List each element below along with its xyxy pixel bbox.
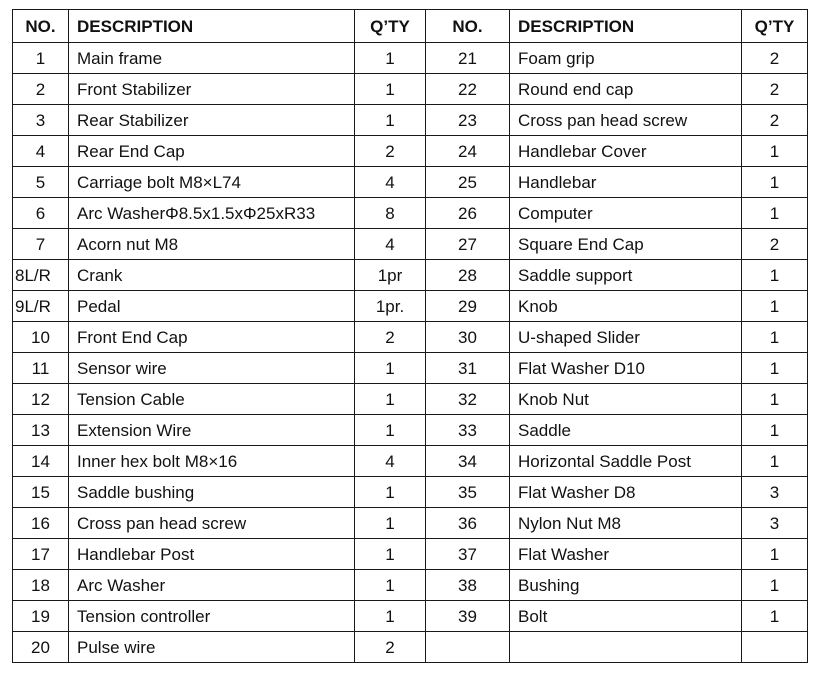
part-description-cell: Flat Washer D10 — [510, 353, 742, 384]
part-qty-cell: 1 — [355, 477, 426, 508]
part-number-cell: 39 — [426, 601, 510, 632]
part-description-cell: Tension Cable — [69, 384, 355, 415]
header-qty-right: Q’TY — [742, 10, 808, 43]
part-description-cell: Pedal — [69, 291, 355, 322]
table-row — [13, 74, 808, 105]
part-qty-cell: 1 — [742, 322, 808, 353]
part-description-cell: Bushing — [510, 570, 742, 601]
part-qty-cell: 4 — [355, 229, 426, 260]
part-qty-cell: 1 — [742, 601, 808, 632]
table-row — [13, 415, 808, 446]
part-qty-cell: 1 — [355, 570, 426, 601]
part-number-cell: 9L/R — [13, 291, 69, 322]
part-qty-cell: 1 — [355, 508, 426, 539]
part-number-cell: 19 — [13, 601, 69, 632]
part-qty-cell: 1 — [355, 539, 426, 570]
part-description-cell: Flat Washer — [510, 539, 742, 570]
part-qty-cell: 1 — [355, 384, 426, 415]
part-number-cell: 12 — [13, 384, 69, 415]
part-qty-cell: 4 — [355, 167, 426, 198]
part-description-cell: Tension controller — [69, 601, 355, 632]
part-description-cell: Crank — [69, 260, 355, 291]
part-qty-cell: 1 — [355, 105, 426, 136]
part-description-cell: Round end cap — [510, 74, 742, 105]
table-row — [13, 601, 808, 632]
part-description-cell: Handlebar Post — [69, 539, 355, 570]
part-number-cell: 5 — [13, 167, 69, 198]
part-qty-cell: 2 — [742, 229, 808, 260]
part-description-cell: Arc Washer — [69, 570, 355, 601]
part-description-cell: Bolt — [510, 601, 742, 632]
table-row — [13, 353, 808, 384]
table-row — [13, 539, 808, 570]
part-number-cell: 32 — [426, 384, 510, 415]
part-number-cell — [426, 632, 510, 663]
part-qty-cell: 1 — [742, 353, 808, 384]
table-row — [13, 322, 808, 353]
part-number-cell: 33 — [426, 415, 510, 446]
header-description-left: DESCRIPTION — [69, 10, 355, 43]
part-number-cell: 25 — [426, 167, 510, 198]
part-number-cell: 2 — [13, 74, 69, 105]
part-description-cell: Handlebar — [510, 167, 742, 198]
table-header-row — [13, 10, 808, 43]
part-qty-cell — [742, 632, 808, 663]
table-row — [13, 198, 808, 229]
part-description-cell: Inner hex bolt M8×16 — [69, 446, 355, 477]
part-description-cell: Rear Stabilizer — [69, 105, 355, 136]
part-qty-cell: 1 — [355, 601, 426, 632]
parts-list-table — [12, 9, 808, 663]
part-number-cell: 21 — [426, 43, 510, 74]
part-number-cell: 11 — [13, 353, 69, 384]
part-number-cell: 35 — [426, 477, 510, 508]
part-number-cell: 20 — [13, 632, 69, 663]
table-row — [13, 477, 808, 508]
part-qty-cell: 1 — [355, 74, 426, 105]
part-description-cell: Rear End Cap — [69, 136, 355, 167]
table-row — [13, 508, 808, 539]
part-qty-cell: 3 — [742, 508, 808, 539]
part-number-cell: 27 — [426, 229, 510, 260]
part-number-cell: 18 — [13, 570, 69, 601]
part-description-cell: Knob — [510, 291, 742, 322]
part-description-cell: Main frame — [69, 43, 355, 74]
part-qty-cell: 1 — [355, 353, 426, 384]
part-qty-cell: 2 — [742, 43, 808, 74]
part-qty-cell: 1 — [742, 136, 808, 167]
part-number-cell: 10 — [13, 322, 69, 353]
part-qty-cell: 1 — [742, 539, 808, 570]
part-description-cell: Arc WasherΦ8.5x1.5xΦ25xR33 — [69, 198, 355, 229]
part-qty-cell: 2 — [355, 136, 426, 167]
part-number-cell: 29 — [426, 291, 510, 322]
table-row — [13, 632, 808, 663]
table-row — [13, 105, 808, 136]
part-description-cell: Foam grip — [510, 43, 742, 74]
part-qty-cell: 4 — [355, 446, 426, 477]
header-description-right: DESCRIPTION — [510, 10, 742, 43]
part-description-cell: Pulse wire — [69, 632, 355, 663]
part-number-cell: 24 — [426, 136, 510, 167]
header-qty-left: Q’TY — [355, 10, 426, 43]
part-number-cell: 36 — [426, 508, 510, 539]
part-number-cell: 23 — [426, 105, 510, 136]
part-description-cell: Saddle — [510, 415, 742, 446]
part-number-cell: 37 — [426, 539, 510, 570]
part-qty-cell: 8 — [355, 198, 426, 229]
table-row — [13, 291, 808, 322]
part-description-cell: Cross pan head screw — [69, 508, 355, 539]
part-number-cell: 4 — [13, 136, 69, 167]
header-no-left: NO. — [13, 10, 69, 43]
part-number-cell: 14 — [13, 446, 69, 477]
part-qty-cell: 1 — [355, 415, 426, 446]
part-description-cell: Saddle support — [510, 260, 742, 291]
part-qty-cell: 1 — [355, 43, 426, 74]
part-description-cell: Extension Wire — [69, 415, 355, 446]
part-number-cell: 28 — [426, 260, 510, 291]
part-description-cell: Nylon Nut M8 — [510, 508, 742, 539]
part-qty-cell: 1 — [742, 291, 808, 322]
part-number-cell: 31 — [426, 353, 510, 384]
part-qty-cell: 2 — [355, 632, 426, 663]
parts-table-body — [13, 43, 808, 663]
part-number-cell: 1 — [13, 43, 69, 74]
part-description-cell: U-shaped Slider — [510, 322, 742, 353]
table-row — [13, 229, 808, 260]
part-description-cell: Front End Cap — [69, 322, 355, 353]
part-number-cell: 22 — [426, 74, 510, 105]
part-qty-cell: 1 — [742, 167, 808, 198]
part-number-cell: 16 — [13, 508, 69, 539]
part-description-cell: Handlebar Cover — [510, 136, 742, 167]
part-number-cell: 6 — [13, 198, 69, 229]
part-number-cell: 13 — [13, 415, 69, 446]
part-qty-cell: 1 — [742, 570, 808, 601]
part-number-cell: 38 — [426, 570, 510, 601]
part-qty-cell: 1 — [742, 384, 808, 415]
part-qty-cell: 1 — [742, 446, 808, 477]
part-qty-cell: 1 — [742, 260, 808, 291]
table-row — [13, 446, 808, 477]
part-description-cell: Acorn nut M8 — [69, 229, 355, 260]
part-qty-cell: 1pr. — [355, 291, 426, 322]
part-qty-cell: 1 — [742, 415, 808, 446]
part-number-cell: 15 — [13, 477, 69, 508]
table-row — [13, 260, 808, 291]
part-number-cell: 7 — [13, 229, 69, 260]
part-description-cell: Square End Cap — [510, 229, 742, 260]
part-description-cell: Flat Washer D8 — [510, 477, 742, 508]
part-description-cell: Sensor wire — [69, 353, 355, 384]
part-description-cell: Front Stabilizer — [69, 74, 355, 105]
table-row — [13, 570, 808, 601]
part-qty-cell: 1pr — [355, 260, 426, 291]
part-number-cell: 8L/R — [13, 260, 69, 291]
part-qty-cell: 3 — [742, 477, 808, 508]
part-description-cell: Carriage bolt M8×L74 — [69, 167, 355, 198]
part-qty-cell: 2 — [742, 105, 808, 136]
part-description-cell: Computer — [510, 198, 742, 229]
part-description-cell — [510, 632, 742, 663]
part-description-cell: Horizontal Saddle Post — [510, 446, 742, 477]
table-row — [13, 167, 808, 198]
part-number-cell: 3 — [13, 105, 69, 136]
table-row — [13, 43, 808, 74]
part-number-cell: 17 — [13, 539, 69, 570]
table-row — [13, 136, 808, 167]
part-number-cell: 30 — [426, 322, 510, 353]
part-number-cell: 34 — [426, 446, 510, 477]
part-qty-cell: 2 — [742, 74, 808, 105]
part-qty-cell: 2 — [355, 322, 426, 353]
part-description-cell: Saddle bushing — [69, 477, 355, 508]
table-row — [13, 384, 808, 415]
part-description-cell: Cross pan head screw — [510, 105, 742, 136]
part-description-cell: Knob Nut — [510, 384, 742, 415]
part-qty-cell: 1 — [742, 198, 808, 229]
header-no-right: NO. — [426, 10, 510, 43]
part-number-cell: 26 — [426, 198, 510, 229]
